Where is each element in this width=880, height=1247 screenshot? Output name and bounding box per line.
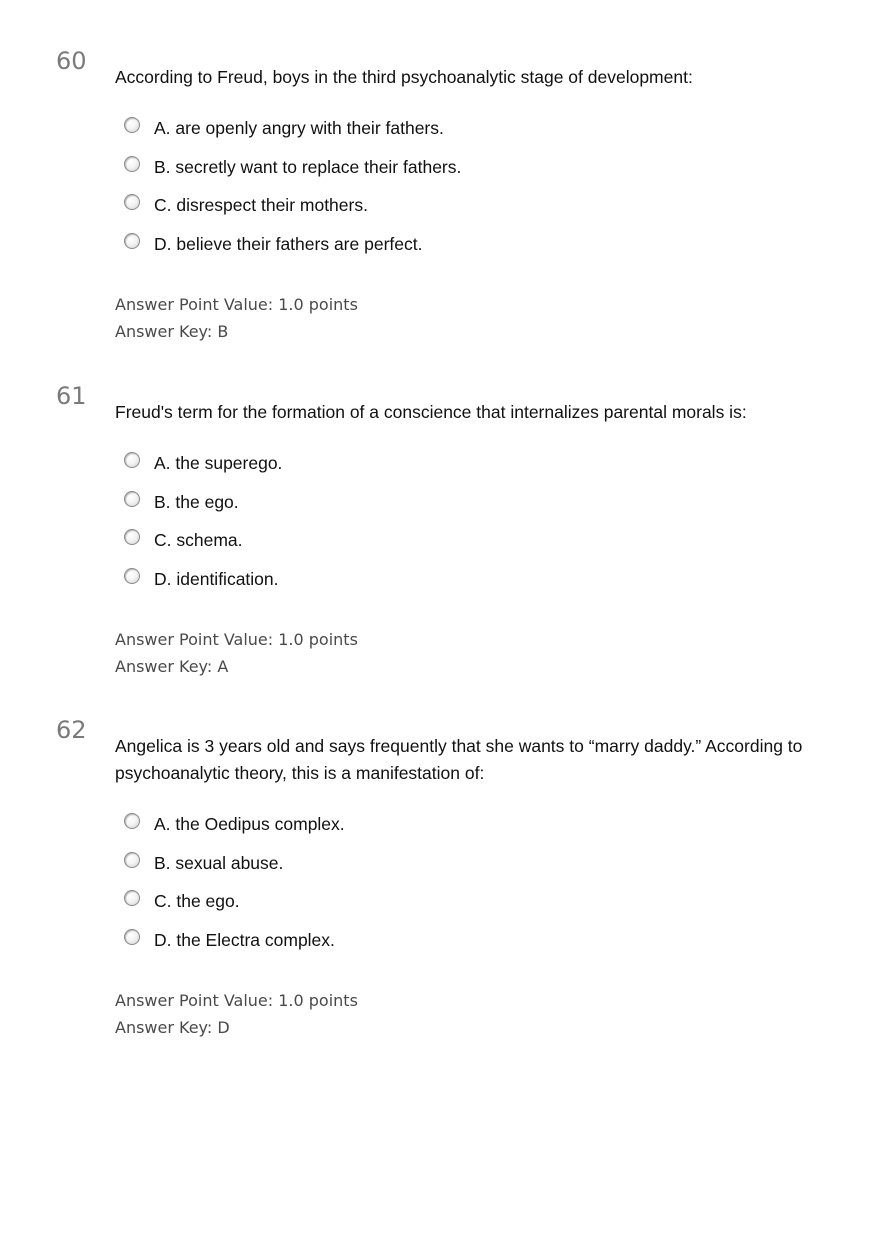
option-label: D. identification.: [154, 568, 279, 589]
radio-button[interactable]: [124, 890, 140, 906]
radio-button[interactable]: [124, 813, 140, 829]
option-label: C. disrespect their mothers.: [154, 195, 368, 215]
option-label: A. the Oedipus complex.: [154, 814, 345, 834]
answer-point-value: Answer Point Value: 1.0 points: [115, 991, 358, 1010]
option-label: D. believe their fathers are perfect.: [154, 233, 423, 254]
question-number: 62: [56, 716, 87, 744]
option-label: A. the superego.: [154, 453, 283, 473]
radio-button[interactable]: [124, 529, 140, 545]
option-label: B. the ego.: [154, 491, 239, 512]
option-label: B. secretly want to replace their fathers.: [154, 156, 462, 177]
option-label: B. sexual abuse.: [154, 852, 284, 873]
radio-button[interactable]: [124, 156, 140, 172]
answer-point-value: Answer Point Value: 1.0 points: [115, 295, 358, 314]
option-label: C. the ego.: [154, 891, 240, 911]
answer-key: Answer Key: A: [115, 657, 229, 676]
option-label: C. schema.: [154, 530, 243, 550]
option-label: D. the Electra complex.: [154, 929, 335, 950]
answer-point-value: Answer Point Value: 1.0 points: [115, 630, 358, 649]
radio-button[interactable]: [124, 452, 140, 468]
radio-button[interactable]: [124, 194, 140, 210]
answer-key: Answer Key: B: [115, 322, 229, 341]
radio-button[interactable]: [124, 852, 140, 868]
question-text: Freud's term for the formation of a conscience that internalizes parental morals is:: [115, 402, 747, 422]
question-text: According to Freud, boys in the third psychoanalytic stage of development:: [115, 67, 693, 87]
answer-key: Answer Key: D: [115, 1018, 230, 1037]
option-label: A. are openly angry with their fathers.: [154, 118, 444, 138]
radio-button[interactable]: [124, 568, 140, 584]
radio-button[interactable]: [124, 929, 140, 945]
question-number: 61: [56, 382, 87, 410]
radio-button[interactable]: [124, 233, 140, 249]
question-text: Angelica is 3 years old and says frequently that she wants to “marry daddy.” According to psychoanalytic theory, this is a manifestation of:: [115, 736, 803, 783]
question-number: 60: [56, 47, 87, 75]
radio-button[interactable]: [124, 117, 140, 133]
radio-button[interactable]: [124, 491, 140, 507]
